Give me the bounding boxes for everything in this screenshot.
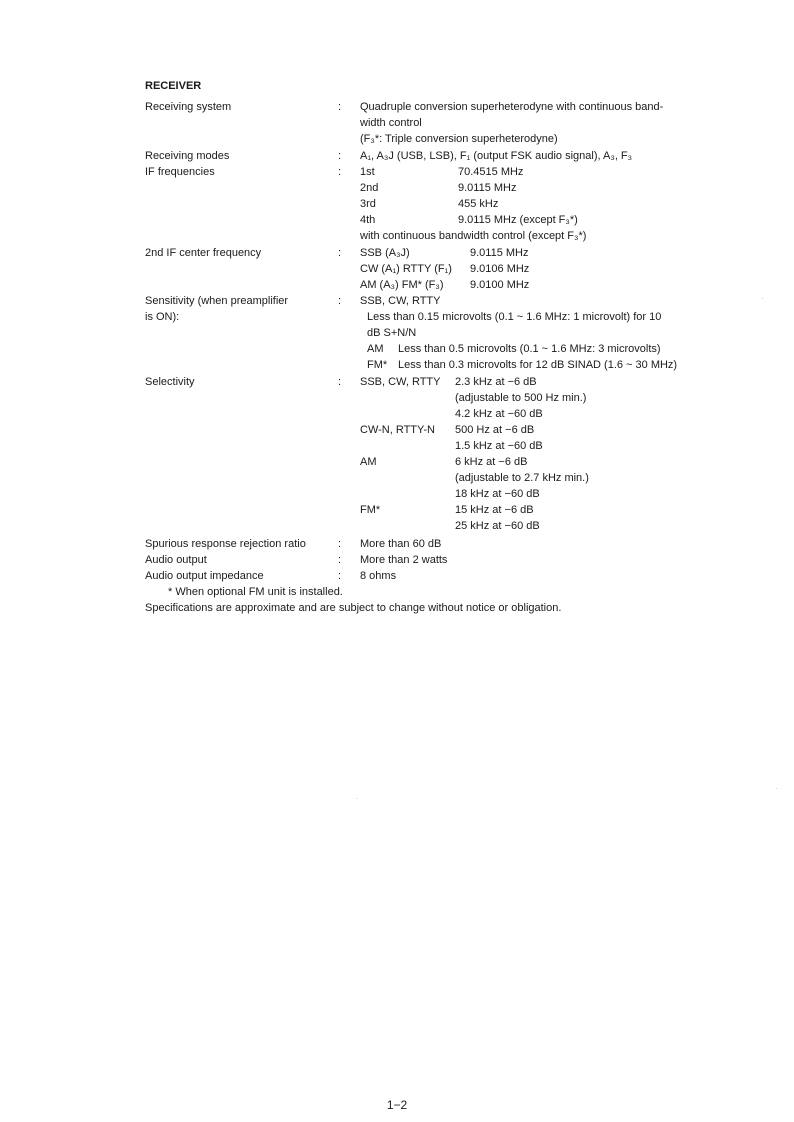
receiving-system-line2: width control bbox=[360, 117, 422, 129]
spec-label-sensitivity-cont: is ON): bbox=[145, 311, 180, 323]
spec-label-audio-output: Audio output bbox=[145, 554, 207, 566]
colon: : bbox=[338, 247, 342, 259]
selectivity-mode: SSB, CW, RTTY bbox=[360, 376, 441, 388]
spec-label-receiving-system: Receiving system bbox=[145, 101, 232, 113]
colon: : bbox=[338, 570, 342, 582]
if-note: with continuous bandwidth control (except F₃*) bbox=[360, 230, 587, 242]
audio-impedance-value: 8 ohms bbox=[360, 570, 397, 582]
selectivity-value: 4.2 kHz at −60 dB bbox=[455, 408, 543, 420]
selectivity-value: 25 kHz at −60 dB bbox=[455, 520, 540, 532]
sensitivity-line1: Less than 0.15 microvolts (0.1 ~ 1.6 MHz: 1 microvolt) for 10 bbox=[367, 311, 662, 323]
spec-label-receiving-modes: Receiving modes bbox=[145, 150, 230, 162]
colon: : bbox=[338, 554, 342, 566]
scan-speck bbox=[762, 298, 763, 299]
if-row-value: 455 kHz bbox=[458, 198, 499, 210]
selectivity-value: 2.3 kHz at −6 dB bbox=[455, 376, 537, 388]
receiving-modes-value: A₁, A₃J (USB, LSB), F₁ (output FSK audio signal), A₃, F₃ bbox=[360, 150, 633, 162]
sensitivity-modes: SSB, CW, RTTY bbox=[360, 295, 441, 307]
selectivity-value: (adjustable to 2.7 kHz min.) bbox=[455, 472, 589, 484]
selectivity-value: (adjustable to 500 Hz min.) bbox=[455, 392, 587, 404]
spec-label-audio-impedance: Audio output impedance bbox=[145, 570, 264, 582]
if-row-value: 70.4515 MHz bbox=[458, 166, 524, 178]
sensitivity-am-label: AM bbox=[367, 343, 384, 355]
colon: : bbox=[338, 101, 342, 113]
spec-label-if-frequencies: IF frequencies bbox=[145, 166, 215, 178]
if-center-row-value: 9.0106 MHz bbox=[470, 263, 530, 275]
if-row-name: 2nd bbox=[360, 182, 379, 194]
if-center-row-value: 9.0100 MHz bbox=[470, 279, 530, 291]
colon: : bbox=[338, 538, 342, 550]
selectivity-mode: AM bbox=[360, 456, 377, 468]
if-center-row-name: AM (A₃) FM* (F₃) bbox=[360, 279, 444, 291]
spec-label-spurious: Spurious response rejection ratio bbox=[145, 538, 306, 550]
selectivity-value: 18 kHz at −60 dB bbox=[455, 488, 540, 500]
colon: : bbox=[338, 376, 342, 388]
sensitivity-line2: dB S+N/N bbox=[367, 327, 417, 339]
selectivity-value: 15 kHz at −6 dB bbox=[455, 504, 534, 516]
spec-label-2nd-if-center: 2nd IF center frequency bbox=[145, 247, 262, 259]
spec-label-sensitivity: Sensitivity (when preamplifier bbox=[145, 295, 289, 307]
if-row-name: 4th bbox=[360, 214, 376, 226]
disclaimer: Specifications are approximate and are subject to change without notice or obligation. bbox=[145, 602, 562, 614]
scan-speck bbox=[776, 788, 777, 789]
section-title: RECEIVER bbox=[145, 80, 202, 92]
if-row-name: 3rd bbox=[360, 198, 376, 210]
scan-speck bbox=[356, 798, 357, 799]
receiving-system-line3: (F₃*: Triple conversion superheterodyne) bbox=[360, 133, 558, 145]
footnote: * When optional FM unit is installed. bbox=[168, 586, 343, 598]
selectivity-value: 1.5 kHz at −60 dB bbox=[455, 440, 543, 452]
colon: : bbox=[338, 295, 342, 307]
spurious-value: More than 60 dB bbox=[360, 538, 442, 550]
audio-output-value: More than 2 watts bbox=[360, 554, 448, 566]
sensitivity-fm-label: FM* bbox=[367, 359, 388, 371]
selectivity-value: 500 Hz at −6 dB bbox=[455, 424, 535, 436]
sensitivity-fm-value: Less than 0.3 microvolts for 12 dB SINAD (1.6 ~ 30 MHz) bbox=[398, 359, 678, 371]
if-row-value: 9.0115 MHz (except F₃*) bbox=[458, 214, 578, 226]
if-center-row-value: 9.0115 MHz bbox=[470, 247, 529, 259]
if-center-row-name: SSB (A₃J) bbox=[360, 247, 410, 259]
colon: : bbox=[338, 150, 342, 162]
selectivity-mode: CW-N, RTTY-N bbox=[360, 424, 435, 436]
colon: : bbox=[338, 166, 342, 178]
spec-label-selectivity: Selectivity bbox=[145, 376, 195, 388]
if-row-name: 1st bbox=[360, 166, 375, 178]
sensitivity-am-value: Less than 0.5 microvolts (0.1 ~ 1.6 MHz: 3 microvolts) bbox=[398, 343, 661, 355]
receiving-system-line1: Quadruple conversion superheterodyne with continuous band- bbox=[360, 101, 664, 113]
selectivity-value: 6 kHz at −6 dB bbox=[455, 456, 528, 468]
selectivity-mode: FM* bbox=[360, 504, 381, 516]
if-row-value: 9.0115 MHz bbox=[458, 182, 517, 194]
page-number: 1−2 bbox=[386, 1098, 408, 1112]
if-center-row-name: CW (A₁) RTTY (F₁) bbox=[360, 263, 452, 275]
